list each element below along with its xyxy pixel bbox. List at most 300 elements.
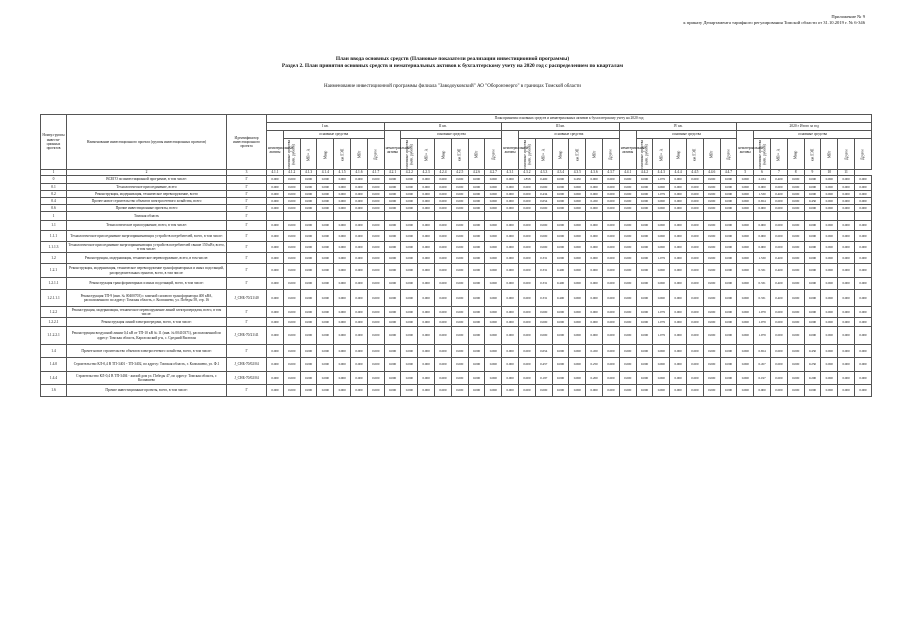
row-value: 0.000 [619,327,636,345]
row-value: 0.000 [519,345,536,358]
row-value: 0.000 [737,205,754,212]
row-value: 0.197 [535,372,552,385]
row-project-id: Г [227,212,267,221]
row-value: 0.000 [838,221,855,231]
row-value: 0.000 [485,327,502,345]
row-value: 0.000 [519,385,536,397]
row-value: 0.000 [804,191,821,198]
row-value: 0.000 [502,278,519,290]
row-value: 0.000 [535,327,552,345]
row-value: 0.000 [384,198,401,205]
row-value: 0.000 [686,231,703,242]
row-value: 0.000 [787,191,804,198]
row-value: 0.000 [569,205,586,212]
row-value: 0.000 [703,327,720,345]
row-value [754,212,771,221]
row-value: 0.000 [686,253,703,264]
row-value: 0.000 [552,372,569,385]
row-value: 0.000 [619,176,636,184]
row-value: 0.000 [619,231,636,242]
row-value: 0.000 [502,191,519,198]
row-value: 0.000 [401,191,418,198]
row-value: 0.000 [703,290,720,307]
row-value: 0.000 [821,307,838,318]
row-value: 0.000 [351,231,368,242]
column-number: 4.1.3 [300,170,317,176]
row-value: 0.000 [502,345,519,358]
row-value: 0.000 [569,198,586,205]
row-value: 1.079 [653,176,670,184]
row-value: 0.000 [703,231,720,242]
row-value: 0.000 [485,231,502,242]
row-value: 0.000 [602,221,619,231]
row-number: 0 [41,176,67,184]
table-row [41,221,872,231]
row-value: 0.000 [435,198,452,205]
row-value: 0.000 [821,318,838,327]
row-value: 0.000 [283,264,300,278]
row-value: 1.079 [653,253,670,264]
row-value: 0.000 [300,176,317,184]
row-value: 0.000 [418,221,435,231]
row-value: 0.000 [636,318,653,327]
row-value: 0.000 [720,385,737,397]
row-value: 0.000 [334,221,351,231]
row-value: 0.000 [451,264,468,278]
row-project-id: Г [227,198,267,205]
row-value: 0.000 [787,278,804,290]
row-value: 0.000 [435,372,452,385]
row-value: 0.000 [821,290,838,307]
row-value: 0.000 [670,264,687,278]
row-value [703,212,720,221]
header-unit: основные средства (млн. рублей) [636,139,653,170]
row-value: 0.000 [418,184,435,191]
row-value: 0.000 [535,242,552,253]
row-value: 0.000 [502,221,519,231]
row-value: 0.000 [418,358,435,372]
row-value: 0.457 [754,358,771,372]
row-value: 0.000 [334,264,351,278]
header-intangible-assets: нематериальные активы [619,131,636,170]
row-value: 1.079 [653,318,670,327]
row-value: 0.000 [367,221,384,231]
row-value: 1.079 [653,191,670,198]
row-value: 0.000 [317,318,334,327]
title-line2: Раздел 2. План принятия основных средств и нематериальных активов к бухгалтерскому учету на 2020 год с распределением по кварталам [281,63,624,69]
row-value: 0.000 [569,385,586,397]
row-value: 0.000 [787,307,804,318]
row-value: 0.000 [720,327,737,345]
row-value: 0.000 [703,318,720,327]
header-unit: км ЛЭП [569,139,586,170]
table-row [41,231,872,242]
row-value: 0.000 [703,307,720,318]
column-number: 4.2.4 [435,170,452,176]
row-value: 0.000 [770,327,787,345]
header-quarter: III кв. [502,123,620,131]
row-value: 0.000 [653,345,670,358]
row-value: 0.000 [703,242,720,253]
row-value: 0.000 [619,253,636,264]
row-value: 0.000 [401,318,418,327]
row-value: 0.000 [502,176,519,184]
row-value: 0.000 [401,264,418,278]
row-value: 0.000 [787,345,804,358]
column-number: 4.1.6 [351,170,368,176]
row-value: 0.000 [283,307,300,318]
row-value: 0.000 [720,264,737,278]
row-project-name: Прочие инвестиционные проекты, всего [67,205,227,212]
header-unit: Мвар [787,139,804,170]
row-value: 0.000 [502,184,519,191]
row-value: 0.000 [485,198,502,205]
row-value: 0.000 [334,242,351,253]
row-value: 0.000 [619,345,636,358]
row-value: 0.000 [854,242,871,253]
table-row [41,191,872,198]
row-value: 0.654 [535,345,552,358]
row-value: 0.000 [602,198,619,205]
row-value: 0.000 [602,205,619,212]
row-value: 0.000 [384,264,401,278]
row-value: 0.000 [519,290,536,307]
row-value: 0.331 [754,278,771,290]
title-line1: План ввода основных средств (Плановые показатели реализации инвестиционной программы) [335,56,570,62]
row-value: 0.000 [754,184,771,191]
row-value: 0.000 [435,358,452,372]
row-value: 0.000 [569,242,586,253]
table-row [41,242,872,253]
table-row [41,290,872,307]
header-unit: Мвар [670,139,687,170]
row-value: 0.000 [670,184,687,191]
row-value: 0.000 [770,385,787,397]
row-value: 0.000 [552,307,569,318]
row-value: 0.000 [334,198,351,205]
row-value: 0.000 [367,264,384,278]
column-number: 4.1.2 [283,170,300,176]
column-number: 4.2.7 [485,170,502,176]
row-number: 1.1.1.3 [41,242,67,253]
row-value: 0.000 [418,307,435,318]
column-number: 4.2.6 [468,170,485,176]
row-value: 0.000 [435,253,452,264]
table-row [41,358,872,372]
table-row [41,205,872,212]
row-value: 0.000 [401,176,418,184]
row-value: 0.000 [737,307,754,318]
row-value: 0.000 [267,318,284,327]
row-value: 0.000 [737,198,754,205]
row-value: 0.000 [401,184,418,191]
header-intangible-assets: нематериальные активы [737,131,754,170]
row-value: 0.000 [384,221,401,231]
row-value: 0.000 [485,345,502,358]
row-value: 0.000 [703,205,720,212]
row-value: 0.000 [384,278,401,290]
row-value: 0.000 [485,221,502,231]
row-value: 0.000 [720,345,737,358]
row-value: 0.000 [485,290,502,307]
row-value: 0.000 [451,191,468,198]
row-value: 0.000 [351,290,368,307]
row-value: 0.000 [283,372,300,385]
row-value: 0.000 [854,184,871,191]
row-value: 0.000 [770,231,787,242]
row-value: 0.000 [569,345,586,358]
row-value: 0.000 [686,242,703,253]
row-value: 0.400 [770,264,787,278]
row-value [552,212,569,221]
header-unit: МВт [821,139,838,170]
row-value: 0.000 [720,372,737,385]
header-unit: Мвар [435,139,452,170]
row-value: 0.000 [703,345,720,358]
row-value: 1.079 [754,307,771,318]
row-value: 0.000 [300,327,317,345]
row-value: 0.000 [804,290,821,307]
row-value: 0.000 [418,290,435,307]
row-value: 0.000 [619,205,636,212]
header-fixed-assets: основные средства [754,131,872,139]
row-value [787,212,804,221]
row-value: 0.000 [519,264,536,278]
row-project-name: Технологическое присоединение энергопринимающих устройств потребителей свыше 150 кВт, всего, в том числе: [68,242,225,251]
table-row [41,184,872,191]
row-value: 0.000 [670,307,687,318]
row-value: 0.000 [351,221,368,231]
row-value: 0.000 [468,205,485,212]
row-value: 0.000 [451,327,468,345]
row-value: 0.000 [485,242,502,253]
row-value: 0.400 [770,278,787,290]
row-project-name: Реконструкция, модернизация, техническое перевооружение линий электропередачи, всего, в том числе: [67,307,227,318]
row-value: 0.000 [283,290,300,307]
row-value: 0.000 [451,318,468,327]
row-value: 0.000 [300,278,317,290]
row-value: 0.000 [384,242,401,253]
row-value: 0.000 [569,358,586,372]
row-value: 0.000 [653,231,670,242]
row-value: 0.000 [602,358,619,372]
row-value: 0.000 [384,253,401,264]
column-number: 4.1.5 [334,170,351,176]
row-project-name: Реконструкция, модернизация, техническое перевооружение, всего, в том числе: [67,253,227,264]
row-value: 0.000 [300,290,317,307]
row-value: 0.000 [854,191,871,198]
row-value: 0.000 [401,242,418,253]
row-value: 0.000 [300,358,317,372]
row-value: 0.000 [367,327,384,345]
row-value: 0.000 [854,205,871,212]
row-value: 0.000 [300,242,317,253]
row-value: 0.000 [283,242,300,253]
row-value: 0.000 [854,358,871,372]
row-value: 0.000 [787,318,804,327]
header-unit: основные средства (млн. рублей) [754,139,771,170]
row-value: 0.000 [401,253,418,264]
row-value: 0.000 [602,242,619,253]
row-value: 0.000 [720,253,737,264]
row-value: 0.000 [485,385,502,397]
row-value: 0.000 [519,191,536,198]
row-value: 0.450 [804,198,821,205]
row-value: 0.000 [451,290,468,307]
row-value: 0.000 [519,231,536,242]
row-value: 0.000 [283,191,300,198]
row-value: 0.450 [569,176,586,184]
row-value: 0.000 [653,242,670,253]
row-value: 0.000 [485,358,502,372]
header-unit: Другое [720,139,737,170]
row-value: 0.000 [787,327,804,345]
row-value: 0.000 [569,278,586,290]
row-value: 0.000 [334,278,351,290]
row-value: 0.000 [619,264,636,278]
row-value: 0.000 [367,290,384,307]
row-value: 0.000 [686,290,703,307]
row-value: 0.000 [451,385,468,397]
row-value: 0.000 [636,290,653,307]
row-project-name: Реконструкция воздушной линии 0,4 кВ от ТП-10 кВ № 11 (инв. № 00410371), расположенной по адресу: Томская область, Каргасокский р-н, с. Средний Васюган [67,327,227,345]
row-value: 0.000 [854,198,871,205]
row-value: 0.000 [619,385,636,397]
row-value: 0.000 [636,253,653,264]
table-row [41,345,872,358]
row-value: 0.000 [334,205,351,212]
row-value: 0.000 [720,307,737,318]
row-value: 0.000 [838,242,855,253]
row-value: 0.000 [686,358,703,372]
row-value: 0.000 [602,318,619,327]
row-value: 0.000 [267,253,284,264]
row-value: 0.000 [686,264,703,278]
row-project-id: Г [227,231,267,242]
row-value: 0.000 [334,191,351,198]
row-value: 0.000 [401,345,418,358]
row-value: 0.000 [821,253,838,264]
row-value: 0.000 [602,231,619,242]
row-value [854,212,871,221]
row-value: 0.000 [435,327,452,345]
column-number: 4.3.6 [586,170,603,176]
row-value: 0.000 [384,307,401,318]
row-value: 0.000 [737,345,754,358]
row-value: 0.000 [737,327,754,345]
table-row [41,385,872,397]
row-value: 0.000 [854,290,871,307]
row-number: 1.2.2 [41,307,67,318]
header-unit: основные средства (млн. рублей) [401,139,418,170]
row-value: 0.200 [586,372,603,385]
table-row [41,307,872,318]
row-value: 0.654 [535,198,552,205]
row-value: 0.000 [821,385,838,397]
row-value: 0.000 [569,253,586,264]
row-value: 0.000 [636,372,653,385]
row-value: 0.000 [787,242,804,253]
row-value: 0.000 [670,221,687,231]
row-value: 0.000 [317,184,334,191]
row-value: 0.000 [821,176,838,184]
row-value: 0.000 [300,231,317,242]
row-value: 0.000 [720,191,737,198]
row-value: 0.000 [401,231,418,242]
row-value: 0.400 [770,290,787,307]
row-value: 0.000 [334,176,351,184]
header-intangible-assets: нематериальные активы [502,131,519,170]
row-value: 0.000 [435,221,452,231]
row-value: 0.000 [351,318,368,327]
row-value: 0.654 [754,345,771,358]
row-value: 0.000 [720,278,737,290]
row-value: 0.000 [636,278,653,290]
row-number: 1.2.1.1 [41,278,67,290]
row-value: 0.000 [485,318,502,327]
row-value [619,212,636,221]
row-value: 0.000 [586,327,603,345]
row-value: 0.000 [838,231,855,242]
row-value: 0.000 [838,290,855,307]
row-project-id: J_СНБ-70/21/40 [227,290,267,307]
row-value: 0.000 [468,221,485,231]
row-value: 0.000 [317,176,334,184]
row-value: 0.000 [502,358,519,372]
row-value: 0.000 [602,264,619,278]
header-fixed-assets: основные средства [283,131,384,139]
row-project-name: Строительство КЛ-0,4 В ТП-3404 - жилой дом ул. Победы 47, по адресу: Томская область, г. Колпашево [67,372,227,385]
row-project-name: Технологическое присоединение, всего [67,184,227,191]
row-value: 0.000 [586,253,603,264]
header-unit: Другое [854,139,871,170]
column-number: 4.2.2 [401,170,418,176]
row-value: 0.000 [686,345,703,358]
row-value: 0.000 [502,242,519,253]
row-value: 0.400 [552,278,569,290]
row-value: 0.000 [267,198,284,205]
row-value: 0.000 [552,191,569,198]
row-value: 0.000 [334,372,351,385]
row-value: 0.000 [821,345,838,358]
row-value: 0.000 [418,253,435,264]
row-value: 0.000 [367,242,384,253]
row-number: 1.4.0 [41,358,67,372]
column-number: 4.4.2 [636,170,653,176]
row-value: 0.000 [451,205,468,212]
row-value [519,212,536,221]
row-value: 0.200 [804,372,821,385]
row-value: 0.331 [535,264,552,278]
row-value: 0.000 [838,327,855,345]
row-project-name: Реконструкция, модернизация, техническое перевооружение трансформаторных и иных подстанций, распределительных пунктов, всего, в том числе: [67,264,227,278]
row-value: 0.000 [435,318,452,327]
row-value: 0.000 [351,372,368,385]
row-value: 0.000 [653,264,670,278]
row-project-name: Прочее новое строительство объектов электросетевого хозяйства, всего, в том числе: [67,345,227,358]
row-value: 0.000 [754,385,771,397]
column-number: 4.2.1 [384,170,401,176]
row-value: 0.000 [367,307,384,318]
row-value: 0.000 [468,191,485,198]
row-value: 0.000 [283,345,300,358]
row-value: 0.000 [435,307,452,318]
row-value: 0.000 [418,318,435,327]
row-value: 0.000 [283,327,300,345]
row-number: 1.4 [41,345,67,358]
column-number: 5 [737,170,754,176]
row-value: 0.000 [552,198,569,205]
